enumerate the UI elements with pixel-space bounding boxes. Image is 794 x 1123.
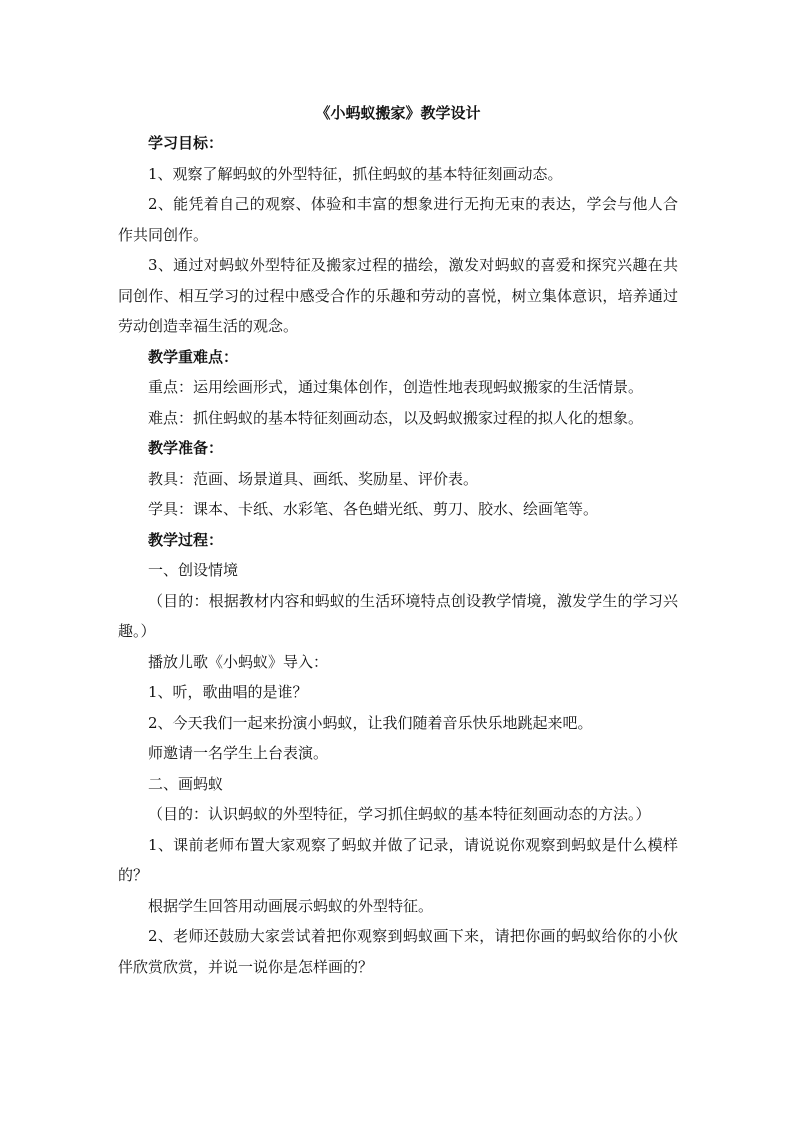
paragraph: （目的：根据教材内容和蚂蚁的生活环境特点创设教学情境，激发学生的学习兴趣。） <box>118 591 678 640</box>
paragraph: 播放儿歌《小蚂蚁》导入： <box>148 652 329 671</box>
paragraph: 重点：运用绘画形式，通过集体创作，创造性地表现蚂蚁搬家的生活情景。 <box>148 378 644 396</box>
paragraph: 2、今天我们一起来扮演小蚂蚁，让我们随着音乐快乐地跳起来吧。 <box>148 713 593 732</box>
paragraph: 一、创设情境 <box>148 561 239 579</box>
section-heading-key-points: 教学重难点： <box>148 347 239 366</box>
document-title: 《小蚂蚁搬家》教学设计 <box>315 104 481 122</box>
paragraph: （目的：认识蚂蚁的外型特征，学习抓住蚂蚁的基本特征刻画动态的方法。） <box>148 805 651 823</box>
section-heading-process: 教学过程： <box>148 530 224 549</box>
paragraph: 教具：范画、场景道具、画纸、奖励星、评价表。 <box>148 469 479 488</box>
paragraph: 根据学生回答用动画展示蚂蚁的外型特征。 <box>148 896 434 915</box>
paragraph: 二、画蚂蚁 <box>148 774 224 793</box>
paragraph: 2、能凭着自己的观察、体验和丰富的想象进行无拘无束的表达，学会与他人合作共同创作。 <box>118 195 678 244</box>
paragraph: 难点：抓住蚂蚁的基本特征刻画动态，以及蚂蚁搬家过程的拟人化的想象。 <box>148 408 644 427</box>
section-heading-preparation: 教学准备： <box>148 439 224 457</box>
document-body <box>118 98 678 982</box>
paragraph: 学具：课本、卡纸、水彩笔、各色蜡光纸、剪刀、胶水、绘画笔等。 <box>148 500 599 518</box>
paragraph: 1、课前老师布置大家观察了蚂蚁并做了记录，请说说你观察到蚂蚁是什么模样的？ <box>118 835 678 884</box>
paragraph: 1、观察了解蚂蚁的外型特征，抓住蚂蚁的基本特征刻画动态。 <box>148 164 563 183</box>
paragraph: 师邀请一名学生上台表演。 <box>148 744 329 762</box>
paragraph: 3、通过对蚂蚁外型特征及搬家过程的描绘，激发对蚂蚁的喜爱和探究兴趣在共同创作、相互学习的过程中感受合作的乐趣和劳动的喜悦，树立集体意识，培养通过劳动创造幸福生活的观念。 <box>118 256 678 335</box>
section-heading-objectives: 学习目标： <box>148 134 224 152</box>
paragraph: 2、老师还鼓励大家尝试着把你观察到蚂蚁画下来，请把你画的蚂蚁给你的小伙伴欣赏欣赏，并说一说你是怎样画的？ <box>118 927 678 976</box>
paragraph-list <box>118 128 678 982</box>
paragraph: 1、听，歌曲唱的是谁？ <box>148 683 308 701</box>
